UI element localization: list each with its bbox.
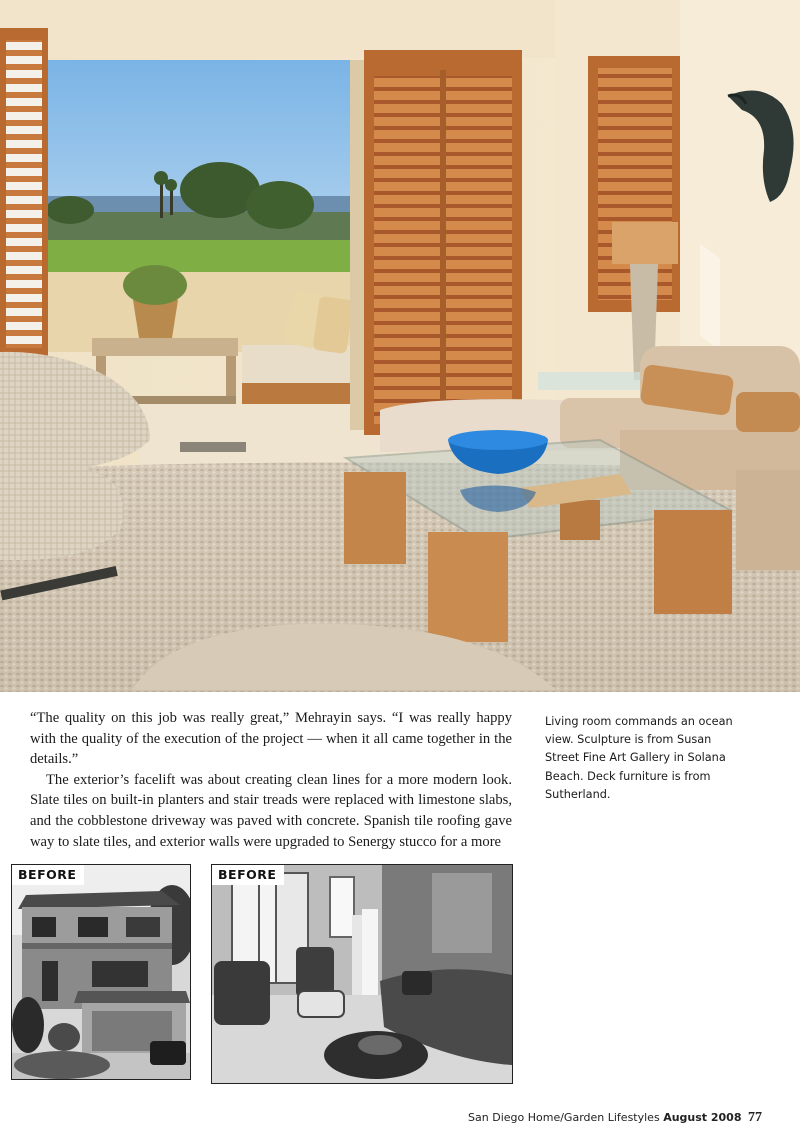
before-photo-exterior	[11, 864, 191, 1080]
before-label: BEFORE	[12, 865, 84, 885]
before-label: BEFORE	[212, 865, 284, 885]
publication-name: San Diego Home/Garden Lifestyles	[468, 1111, 660, 1124]
article-body	[30, 708, 512, 852]
article-paragraph: “The quality on this job was really great,” Mehrayin says. “I was really happy with the quality of the execution of the project — when it all came together in the details.”	[30, 710, 512, 768]
page-number: 77	[748, 1110, 762, 1125]
page-folio	[468, 1110, 762, 1126]
issue-date: August 2008	[663, 1111, 742, 1124]
article-paragraph: The exterior’s facelift was about creating clean lines for a more modern look. Slate tiles on built-in planters and stair treads were replaced with limestone slabs, and the cobblestone driveway was paved with concrete. Spanish tile roofing gave way to slate tiles, and exterior walls were upgraded to Senergy stucco for a more	[30, 771, 512, 850]
photo-caption: Living room commands an ocean view. Sculpture is from Susan Street Fine Art Gallery in Solana Beach. Deck furniture is from Sutherland.	[545, 715, 733, 801]
before-photo-interior	[211, 864, 513, 1084]
